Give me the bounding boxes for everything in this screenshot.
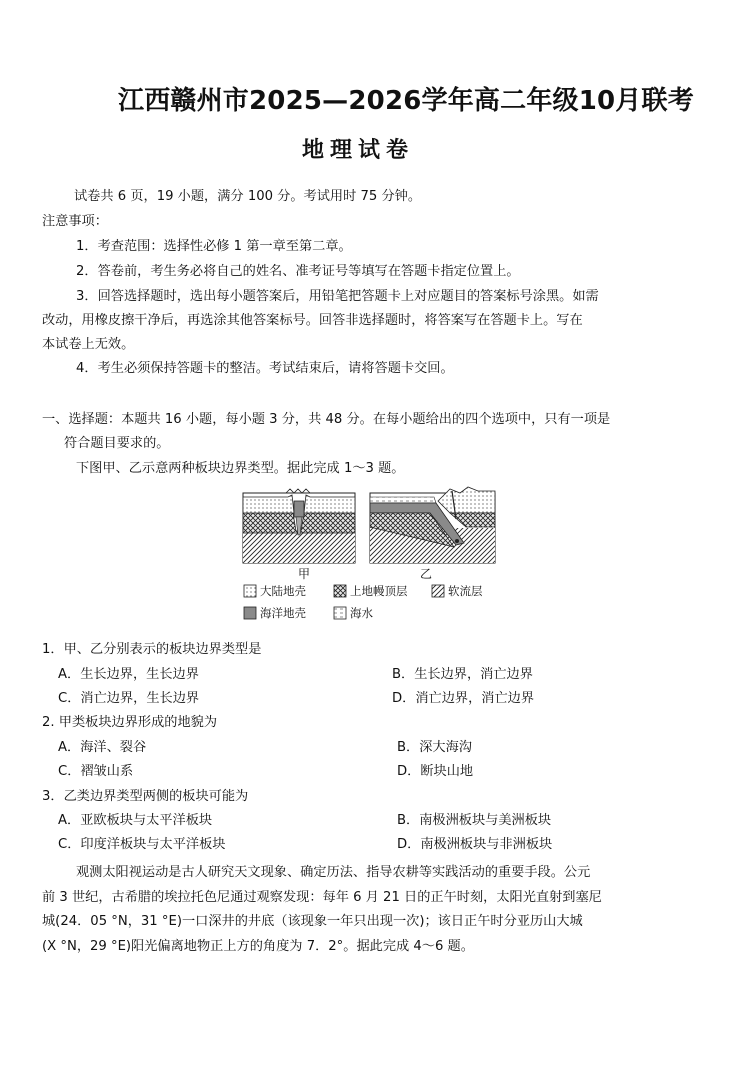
section-heading-line-1: 一、选择题：本题共 16 小题，每小题 3 分，共 48 分。在每小题给出的四个选项中，只有一项是 — [42, 412, 611, 427]
legend-swatch-asthenosphere — [432, 585, 444, 597]
figure-label-yi: 乙 — [419, 567, 433, 581]
question-1-option-b: B．生长边界，消亡边界 — [392, 667, 533, 682]
diagram-jia — [243, 489, 355, 563]
passage-line-2: 前 3 世纪，古希腊的埃拉托色尼通过观察发现：每年 6 月 21 日的正午时刻，太阳光直射到塞尼 — [42, 890, 602, 905]
legend-swatch-sea-water — [334, 607, 346, 619]
notes-heading: 注意事项： — [42, 214, 108, 229]
plate-boundary-figure — [238, 483, 500, 628]
diagram-yi — [370, 487, 495, 563]
note-item-3-line-1: 3．回答选择题时，选出每小题答案后，用铅笔把答题卡上对应题目的答案标号涂黑。如需 — [76, 289, 599, 304]
legend-swatch-oceanic-crust — [244, 607, 256, 619]
question-2-option-b: B．深大海沟 — [397, 740, 472, 755]
exam-subtitle: 地理试卷 — [302, 138, 415, 163]
legend-oceanic-crust: 海洋地壳 — [260, 606, 306, 620]
exam-intro: 试卷共 6 页，19 小题，满分 100 分。考试用时 75 分钟。 — [74, 189, 422, 204]
question-2-option-c: C．褶皱山系 — [58, 764, 134, 779]
question-3-option-b: B．南极洲板块与美洲板块 — [397, 813, 552, 828]
question-2-stem: 2. 甲类板块边界形成的地貌为 — [42, 715, 218, 730]
note-item-4: 4．考生必须保持答题卡的整洁。考试结束后，请将答题卡交回。 — [76, 361, 454, 376]
figure-label-jia: 甲 — [297, 567, 311, 581]
question-1-option-a: A．生长边界，生长边界 — [58, 667, 199, 682]
question-3-option-c: C．印度洋板块与太平洋板块 — [58, 837, 226, 852]
exam-title: 江西赣州市2025—2026学年高二年级10月联考 — [118, 86, 694, 116]
question-1-option-d: D．消亡边界，消亡边界 — [392, 691, 535, 706]
note-item-2: 2．答卷前，考生务必将自己的姓名、准考证号等填写在答题卡指定位置上。 — [76, 264, 520, 279]
question-3-stem: 3．乙类边界类型两侧的板块可能为 — [42, 789, 249, 804]
passage-line-4: (X °N，29 °E)阳光偏离地物正上方的角度为 7．2°。据此完成 4～6 题。 — [42, 939, 474, 954]
legend-swatch-upper-mantle — [334, 585, 346, 597]
question-3-option-d: D．南极洲板块与非洲板块 — [397, 837, 553, 852]
legend-sea-water: 海水 — [350, 606, 373, 620]
plate-boundary-diagram — [238, 483, 500, 628]
section-heading-line-2: 符合题目要求的。 — [64, 436, 170, 451]
question-2-option-a: A．海洋、裂谷 — [58, 740, 147, 755]
question-2-option-d: D．断块山地 — [397, 764, 474, 779]
question-3-option-a: A．亚欧板块与太平洋板块 — [58, 813, 213, 828]
legend-swatch-continental-crust — [244, 585, 256, 597]
question-group-lead: 下图甲、乙示意两种板块边界类型。据此完成 1～3 题。 — [76, 461, 405, 476]
figure-legend — [244, 584, 483, 620]
legend-asthenosphere: 软流层 — [448, 584, 483, 598]
passage-line-1: 观测太阳视运动是古人研究天文现象、确定历法、指导农耕等实践活动的重要手段。公元 — [76, 865, 591, 880]
note-item-1: 1．考查范围：选择性必修 1 第一章至第二章。 — [76, 239, 352, 254]
legend-upper-mantle: 上地幔顶层 — [350, 584, 408, 598]
note-item-3-line-2: 改动，用橡皮擦干净后，再选涂其他答案标号。回答非选择题时，将答案写在答题卡上。写在 — [42, 313, 583, 328]
legend-continental-crust: 大陆地壳 — [260, 584, 306, 598]
note-item-3-line-3: 本试卷上无效。 — [42, 337, 135, 352]
question-1-stem: 1．甲、乙分别表示的板块边界类型是 — [42, 642, 262, 657]
passage-line-3: 城(24．05 °N，31 °E)一口深井的井底（该现象一年只出现一次)；该日正午时分亚历山大城 — [42, 914, 583, 929]
question-1-option-c: C．消亡边界，生长边界 — [58, 691, 200, 706]
